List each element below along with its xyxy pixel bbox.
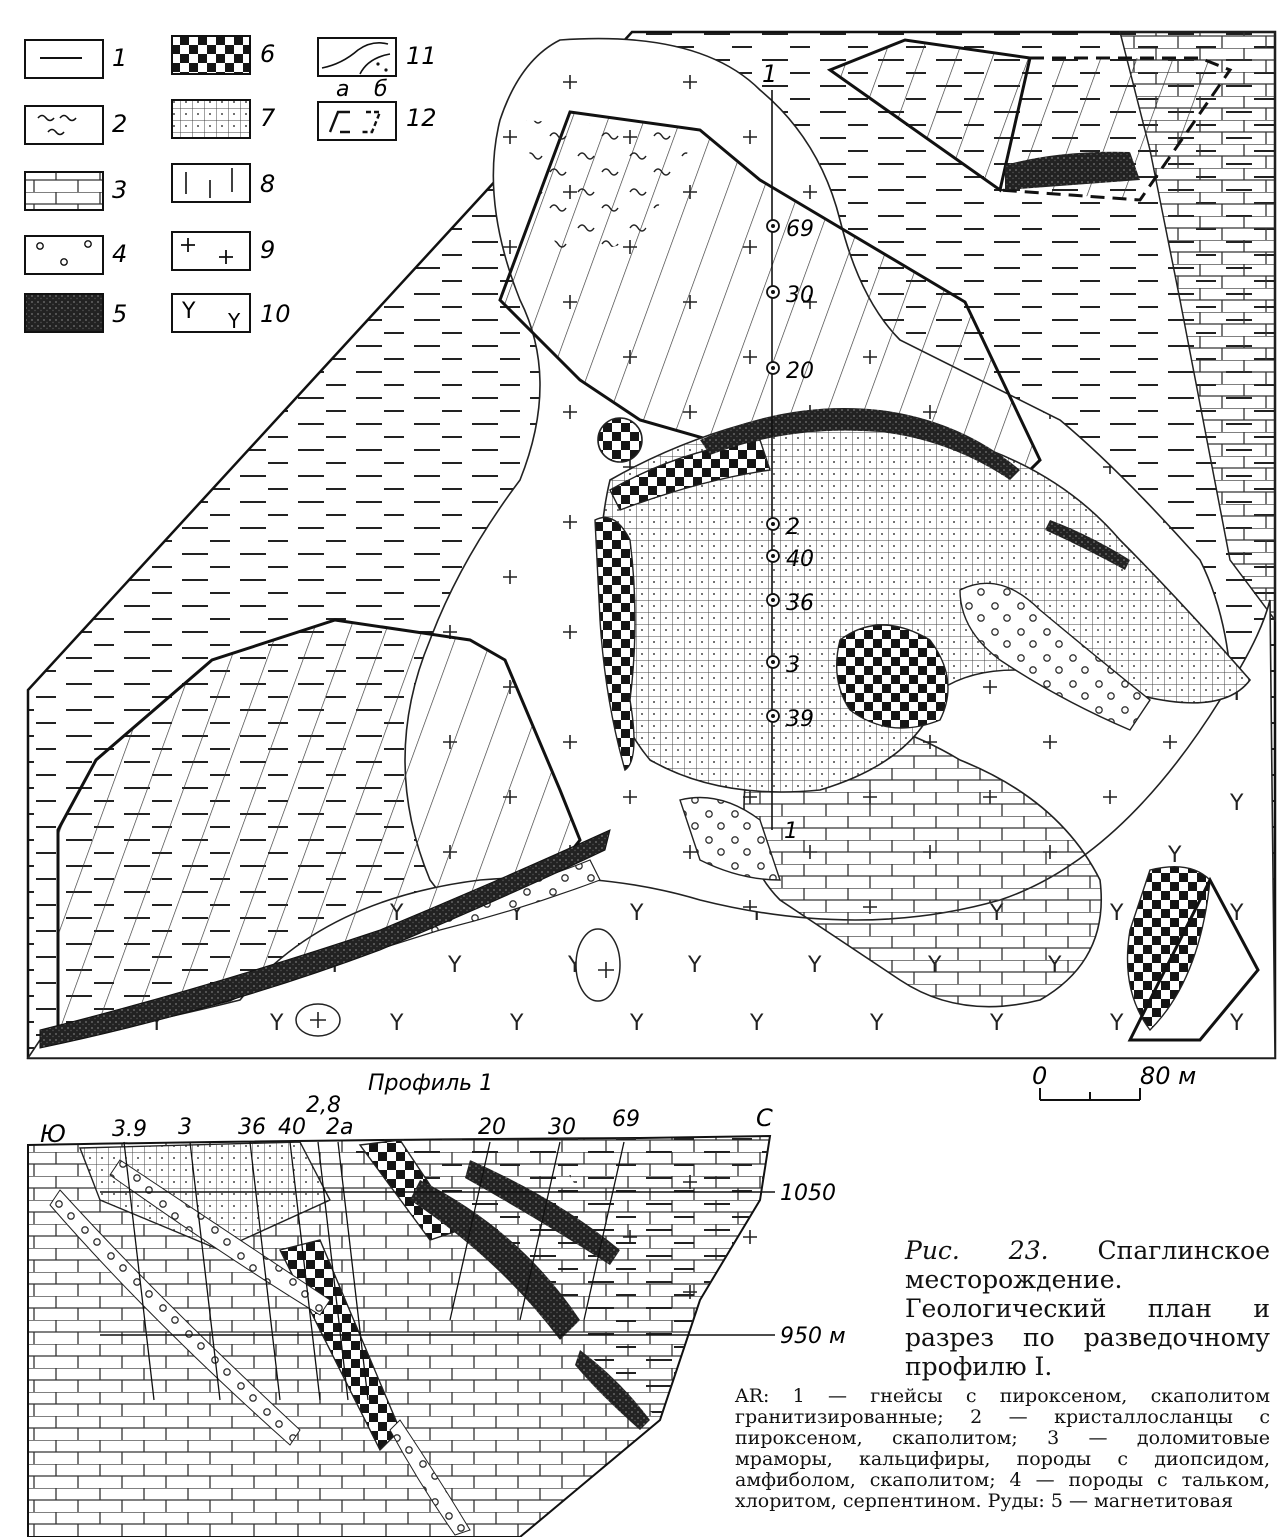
- legend-num-10: 10: [260, 300, 291, 328]
- legend-num-12: 12: [406, 104, 437, 132]
- legend-num-6: 6: [260, 40, 276, 68]
- plan-borehole-dot: [771, 554, 775, 558]
- profile-end-label: 1: [784, 819, 798, 844]
- plan-borehole-label: 36: [786, 591, 814, 616]
- legend-item-11: [318, 38, 437, 76]
- scale-start: 0: [1032, 1062, 1048, 1090]
- section-right-end: С: [756, 1104, 773, 1132]
- legend-num-2: 2: [112, 110, 128, 138]
- legend-num-5: 5: [112, 300, 128, 328]
- legend-num-9: 9: [260, 236, 276, 264]
- legend-item-12: [318, 77, 437, 140]
- profile-number: 1: [762, 60, 778, 88]
- section-borehole-label: 3: [178, 1115, 192, 1140]
- elevation-950: 950 м: [780, 1324, 846, 1349]
- section-borehole-label: 2,8: [306, 1093, 341, 1118]
- scale-bar: [1032, 1062, 1196, 1100]
- svg-text:Y: Y: [228, 309, 241, 333]
- section-borehole-label: 30: [548, 1115, 576, 1140]
- section-left-end: Ю: [40, 1120, 66, 1148]
- legend-num-4: 4: [112, 240, 128, 268]
- section-borehole-label: 2а: [326, 1115, 354, 1140]
- svg-text:Y: Y: [182, 299, 196, 324]
- section-title: Профиль 1: [368, 1071, 494, 1096]
- plan-borehole-dot: [771, 660, 775, 664]
- plan-borehole-label: 40: [786, 547, 814, 572]
- plan-borehole-label: 69: [786, 217, 814, 242]
- plan-borehole-dot: [771, 366, 775, 370]
- plan-borehole-dot: [771, 290, 775, 294]
- plan-borehole-dot: [771, 714, 775, 718]
- legend-num-7: 7: [260, 104, 276, 132]
- legend-item-7: [172, 100, 276, 138]
- scale-end: 80 м: [1140, 1062, 1197, 1090]
- plan-borehole-dot: [771, 522, 775, 526]
- legend-item-6: [172, 36, 275, 74]
- legend-num-8: 8: [260, 170, 276, 198]
- legend-num-1: 1: [112, 44, 128, 72]
- legend-label-b: б: [374, 77, 388, 102]
- section-borehole-label: 36: [238, 1115, 266, 1140]
- plan-borehole-label: 3: [786, 653, 800, 678]
- figure-legend-text: AR: 1 — гнейсы с пироксеном, скаполитом гранитизированные; 2 — кристаллосланцы с пироксеном, скаполитом; 3 — доломитовые мраморы, кальцифиры, породы с диопсидом, амфиболом, скаполитом; 4 — породы с тальком, хлоритом, серпентином. Руды: 5 — магнетитовая: [735, 1385, 1270, 1512]
- legend-item-1: [25, 40, 127, 78]
- plan-borehole-label: 2: [786, 515, 800, 540]
- plan-borehole-dot: [771, 224, 775, 228]
- figure-caption: [905, 1236, 1270, 1381]
- cross-section: [28, 1071, 846, 1537]
- elevation-1050: 1050: [780, 1181, 836, 1206]
- legend-item-9: [172, 232, 275, 270]
- section-borehole-label: 69: [612, 1107, 640, 1132]
- legend-item-10: [172, 294, 291, 333]
- legend-num-3: 3: [112, 176, 128, 204]
- plan-borehole-dot: [771, 598, 775, 602]
- legend-num-11: 11: [406, 42, 437, 70]
- figure-number: Рис. 23.: [905, 1236, 1049, 1265]
- section-borehole-label: 40: [278, 1115, 306, 1140]
- legend-label-a: а: [336, 77, 350, 102]
- section-borehole-label: 20: [478, 1115, 506, 1140]
- granite-ellipse-2: [576, 929, 620, 1001]
- plan-borehole-label: 39: [786, 707, 814, 732]
- legend-item-2: [25, 106, 127, 144]
- plan-borehole-label: 30: [786, 283, 814, 308]
- plan-borehole-label: 20: [786, 359, 814, 384]
- figure-caption-text: Спаглинское месторождение. Геологический план и разрез по разведочному профилю I.: [905, 1236, 1271, 1381]
- legend: [25, 36, 437, 333]
- magnetite-pipe: [598, 418, 642, 462]
- section-borehole-label: 3.9: [112, 1117, 147, 1142]
- legend-item-5: [25, 294, 127, 332]
- legend-item-8: [172, 164, 275, 202]
- legend-item-3: [25, 172, 127, 210]
- legend-item-4: [25, 236, 127, 274]
